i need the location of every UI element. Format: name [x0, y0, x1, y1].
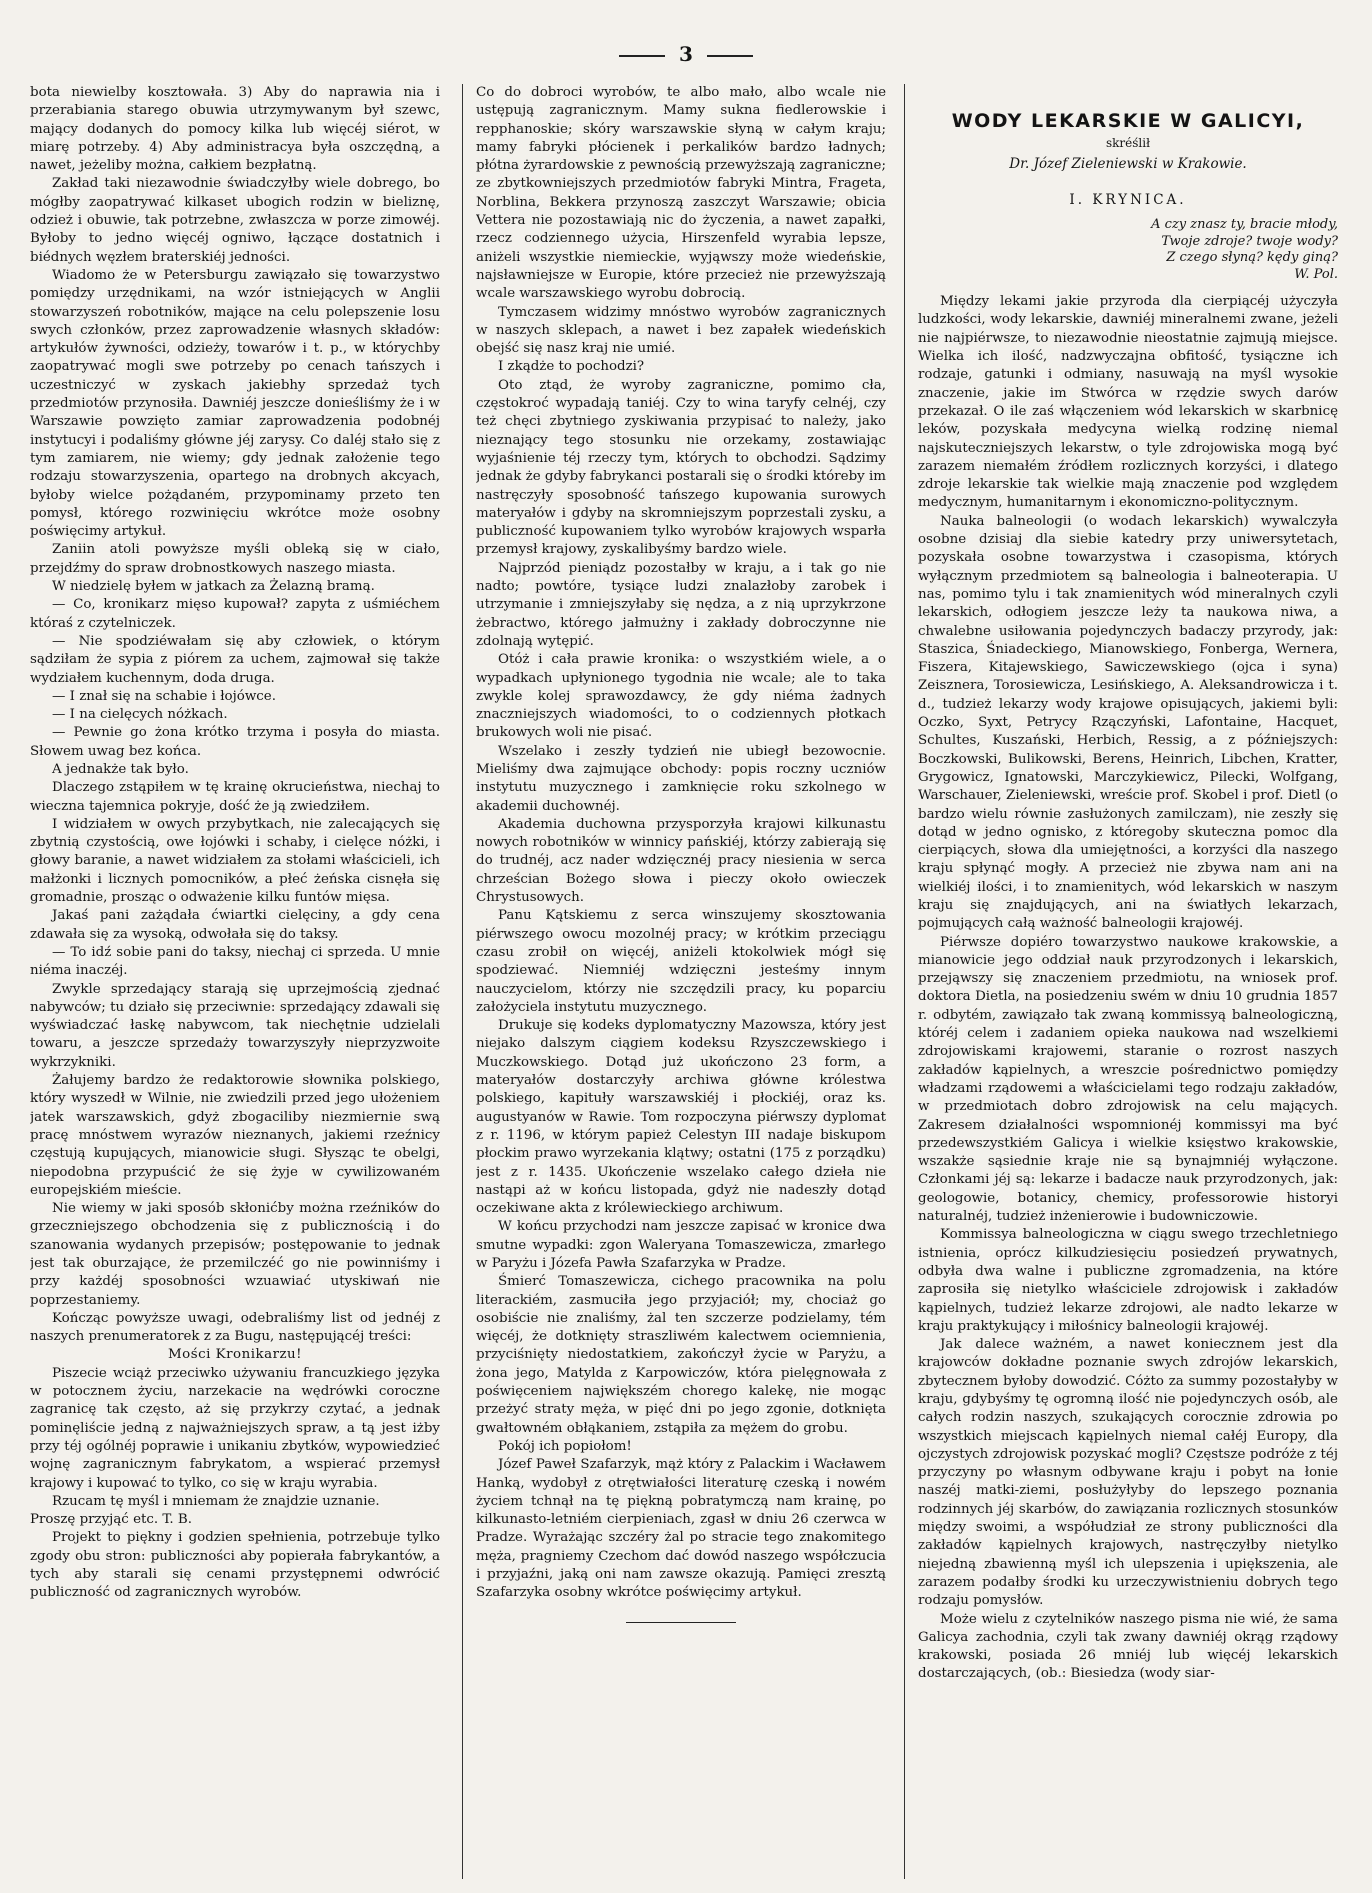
paragraph: — I znał się na schabie i łojówce. — [52, 688, 276, 704]
paragraph: Wszelako i zeszły tydzień nie ubiegł bezowocnie. Mieliśmy dwa zajmujące obchody: popis roczny uczniów instytutu muzycznego i zamknięcie roku szkolnego w akademii duchownéj. — [476, 743, 886, 814]
paragraph: Jak dalece ważném, a nawet koniecznem jest dla krajowców dokładne poznanie swych zdrojów lekarskich, zbytecznem byłoby dowodzić. Cóżto za summy pozostałyby w kraju, gdybyśmy tę ogromną ilość nie pojedynczych osób, ale całych rodzin naszych, szukających corocznie zdrowia po wszystkich miejscach kąpielnych niemal całéj Europy, dla ojczystych zdrojowisk pozyskać mogli? Częstsze podróże z téj przyczyny po własnym odbywane kraju i pobyt na łonie naszéj matki-ziemi, posłużyłyby do lepszego poznania rodzinnych jéj skarbów, do zawiązania rozlicznych stosunków między swoimi, a współudział ze strony publiczności dla zakładów kąpielnych krajowych, nastręczyłby nietylko niejedną zbawienną myśl ich ulepszenia i upiększenia, ale zarazem podałby środki ku urzeczywistnieniu dobrych tego rodzaju pomysłów. — [918, 1337, 1338, 1609]
column-divider-1 — [462, 84, 463, 1879]
paragraph: — To idź sobie pani do taksy, niechaj ci sprzeda. U mnie niéma inaczéj. — [30, 944, 440, 979]
column-chronicle-part-2 — [476, 84, 886, 1879]
paragraph: Oto ztąd, że wyroby zagraniczne, pomimo cła, częstokroć wypadają taniéj. Czy to wina taryfy celnéj, czy też chęci zbytniego zyskiwania przypisać to należy, jako nieznający tego stosunku nie orzekamy, zostawiając wyjaśnienie téj rzeczy tym, których to obchodzi. Sądzimy jednak że gdyby fabrykanci postarali się o środki któreby im nastręczyły sposobność tańszego kupowania surowych materyałów i gdyby na skromniejszym poprzestali zysku, a publiczność kupowaniem tylko wyrobów krajowych wsparła przemysł krajowy, zyskalibyśmy bardzo wiele. — [476, 377, 886, 558]
paragraph: I zkądże to pochodzi? — [498, 359, 645, 375]
paragraph: Między lekami jakie przyroda dla cierpiącéj użyczyła ludzkości, wody lekarskie, dawniéj mineralnemi zwane, jeżeli nie najpiérwsze, to niezawodnie nieostatnie zajmują miejsce. Wielka ich ilość, nadzwyczajna obfitość, tysiączne ich rodzaje, gatunki i odmiany, nasuwają na myśl wysokie znaczenie, jakie im Stwórca w rzędzie swych darów przekazał. O ile zaś włączeniem wód lekarskich w skarbnicę leków, pozyskała medycyna wielką rodzinę niemal najskuteczniejszych lekarstw, o tyle zdrojowiska mogą być zarazem niemałém źródłem rozlicznych korzyści, i dlatego zdroje lekarskie tak wielkie mają znaczenie pod względem medycznym, humanitarnym i ekonomiczno-politycznym. — [918, 294, 1338, 511]
page-number-dash-right — [707, 55, 753, 57]
epigraph-line: A czy znasz ty, bracie młody, — [1151, 217, 1338, 233]
paragraph: Proszę przyjąć etc. T. B. — [30, 1512, 192, 1528]
paragraph: Może wielu z czytelników naszego pisma nie wié, że sama Galicya zachodnia, czyli tak zwany dawniéj okrąg rządowy krakowski, posiada 26 mniéj lub więcéj lekarskich dostarczających, (ob.: Biesiedza (wody siar- — [918, 1611, 1338, 1682]
paragraph: Projekt to piękny i godzien spełnienia, potrzebuje tylko zgody obu stron: publiczności aby popierała fabrykantów, a tych aby starali się cenami przystępnemi odwrócić publiczność od zagranicznych wyrobów. — [30, 1530, 440, 1601]
paragraph: A jednakże tak było. — [52, 761, 189, 777]
column-chronicle-part-1 — [30, 84, 440, 1879]
epigraph-line: Twoje zdroje? twoje wody? — [1161, 233, 1338, 249]
paragraph: Zakład taki niezawodnie świadczyłby wiele dobrego, bo mógłby zaopatrywać kilkaset ubogich rodzin w bieliznę, odzież i obuwie, tak potrzebne, zwłaszcza w porze zimowéj. Byłoby to jedno więcéj ogniwo, łączące dostatnich i biédnych węzłem braterskiéj jedności. — [30, 176, 440, 265]
paragraph: bota niewielby kosztowała. 3) Aby do naprawia nia i przerabiania starego obuwia utrzymywanym był szewc, mający dodanych do pomocy kilka lub więcéj siérot, w miarę potrzeby. 4) Aby administracya była oszczędną, a nawet, jeżeliby można, całkiem bezpłatną. — [30, 85, 440, 174]
article-end-rule — [476, 1611, 886, 1629]
epigraph — [1038, 217, 1338, 283]
paragraph: Nauka balneologii (o wodach lekarskich) wywalczyła osobne dzisiaj dla siebie katedry przy uniwersytetach, pozyskała osobne towarzystwa i czasopisma, których wyłącznym przedmiotem są balneologia i balneoterapia. U nas, pomimo tylu i tak znamienitych wód mineralnych czyli lekarskich, odłogiem jeszcze leży ta naukowa niwa, a chwalebne usiłowania pojedynczych badaczy przyrody, jak: Staszica, Śniadeckiego, Mianowskiego, Fonberga, Wernera, Fiszera, Kitajewskiego, Sawiczewskiego (ojca i syna) Zeisznera, Torosiewicza, Lesińskiego, A. Aleksandrowicza i t. d., tudzież lekarzy wody krajowe opisujących, jakiemi byli: Oczko, Syxt, Petrycy Rzączyński, Lafontaine, Hacquet, Schultes, Kuszański, Herbich, Ressig, a z późniejszych: Boczkowski, Bulikowski, Berens, Heinrich, Libchen, Kratter, Grygowicz, Ignatowski, Marczykiewicz, Pilecki, Wolfgang, Warschauer, Zieleniewski, wreście prof. Skobel i prof. Dietl (o bardzo wielu równie zasłużonych zamilczam), nie zeszły się dotąd w jedno ognisko, z któregoby skuteczna pomoc dla cierpiących, słowa dla umiejętności, a korzyści dla naszego kraju spłynąć mogły. A przecież nie zbywa nam ani na wielkiéj ilości, i to znamienitych, wód lekarskich w naszym kraju się znajdujących, ani na światłych lekarzach, pojmujących całą ważność balneologii krajowéj. — [918, 513, 1338, 932]
paragraph: Akademia duchowna przysporzyła krajowi kilkunastu nowych robotników w winnicy pańskiéj, którzy zabierają się do trudnéj, acz nader wdzięcznéj pracy niesienia w serca chrześcian Bożego słowa i pieczy około owieczek Chrystusowych. — [476, 816, 886, 906]
paragraph: W końcu przychodzi nam jeszcze zapisać w kronice dwa smutne wypadki: zgon Waleryana Tomaszewicza, zmarłego w Paryżu i Józefa Pawła Szafarzyka w Pradze. — [476, 1219, 886, 1271]
column-medicinal-waters — [918, 84, 1338, 1879]
page-number-value: 3 — [679, 42, 693, 66]
paragraph: Kończąc powyższe uwagi, odebraliśmy list od jednéj z naszych prenumeratorek z za Bugu, następującéj treści: — [30, 1310, 440, 1345]
paragraph: Drukuje się kodeks dyplomatyczny Mazowsza, który jest niejako dalszym ciągiem kodeksu Rzyszczewskiego i Muczkowskiego. Dotąd już ukończono 23 form, a materyałów dostarczyły archiwa główne królestwa polskiego, kapituły warszawskiéj i płockiéj, oraz ks. augustyanów w Rawie. Tom rozpoczyna piérwszy dyplomat z r. 1196, w którym papież Celestyn III nadaje biskupom płockim prawo wyrzekania klątwy; ostatni (175 z porządku) jest z r. 1435. Ukończenie wszelako całego dzieła nie nastąpi aż w końcu listopada, gdyż nie nadeszły dotąd oczekiwane akta z królewieckiego archiwum. — [476, 1018, 886, 1217]
section-heading: I. KRYNICA. — [1069, 191, 1187, 208]
epigraph-line: Z czego słyną? kędy giną? — [1166, 250, 1338, 266]
paragraph: — Co, kronikarz mięso kupował? zapyta z uśmiéchem któraś z czytelniczek. — [30, 597, 440, 631]
paragraph: Rzucam tę myśl i mniemam że znajdzie uznanie. — [52, 1493, 380, 1509]
column-2-body — [476, 84, 886, 1603]
paragraph: — Nie spodziéwałam się aby człowiek, o którym sądziłam że sypia z piórem za uchem, zajmował się także wydziałem kuchennym, doda druga. — [30, 633, 440, 686]
paragraph: W niedzielę byłem w jatkach za Żelazną bramą. — [52, 579, 375, 595]
paragraph: Tymczasem widzimy mnóstwo wyrobów zagranicznych w naszych sklepach, a nawet i bez zapałek wiedeńskich obejść się nasz kraj nie umié. — [476, 304, 886, 357]
paragraph: Dlaczego zstąpiłem w tę krainę okrucieństwa, niechaj to wieczna tajemnica pokryje, dość że ją zwiedziłem. — [30, 780, 440, 814]
page-number — [0, 42, 1372, 66]
paragraph: Zaniin atoli powyższe myśli obleką się w ciało, przejdźmy do spraw drobnostkowych naszego miasta. — [30, 542, 440, 576]
paragraph: Żałujemy bardzo że redaktorowie słownika polskiego, który wyszedł w Wilnie, nie zwiedzili przed jego ułożeniem jatek warszawskich, gdyż zbogaciliby niezmiernie swą pracę mnóstwem wyrazów nieznanych, jakiemi rzeźnicy częstują kupujących, mianowicie sługi. Słysząc te obelgi, niepodobna przypuścić że się żyje w cywilizowaném europejskiém mieście. — [30, 1073, 440, 1198]
paragraph: Pokój ich popiołom! — [498, 1438, 632, 1454]
paragraph: — I na cielęcych nóżkach. — [52, 707, 228, 723]
paragraph: I widziałem w owych przybytkach, nie zalecających się zbytnią czystością, owe łojówki i schaby, i cielęce nóżki, i głowy baranie, a nawet widziałem za stołami właścicieli, ich małżonki i licznych pomocników, a płeć żeńska cisnęła się gromadnie, prosząc o odważenie kilku funtów mięsa. — [30, 816, 440, 906]
paragraph: Najprzód pieniądz pozostałby w kraju, a i tak go nie nadto; powtóre, tysiące ludzi znalazłoby zarobek i utrzymanie i zmniejszyłaby się nędza, a z nią uprzykrzone żebractwo, którego jałmużny i zakłady dobroczynne nie zdolnają wytępić. — [476, 560, 886, 649]
paragraph: Nie wiemy w jaki sposób skłonićby można rzeźników do grzeczniejszego obchodzenia się z publicznością i do szanowania wydanych przepisów; postępowanie to jednak jest tak oburzające, że przemilczéć go nie powinniśmy i przy każdéj sposobności wzuawiać utyskiwań nie poprzestaniemy. — [30, 1201, 440, 1308]
paragraph: Piérwsze dopiéro towarzystwo naukowe krakowskie, a mianowicie jego oddział nauk przyrodzonych i lekarskich, przejąwszy się znaczeniem przedmiotu, na wniosek prof. doktora Dietla, na posiedzeniu swém w dniu 10 grudnia 1857 r. odbytém, zawiązało tak zwaną kommissyą balneologiczną, któréj celem i zadaniem opieka naukowa nad wszelkiemi zdrojowiskami krajowemi, staranie o rozrost naszych zakładów kąpielnych, a wreszcie pośrednictwo pomiędzy władzami rządowemi a właścicielami tego rodzaju zakładów, w przedmiotach dobro zdrojowisk na celu mających. Zakresem działalności wspomnionéj kommissyi ma być przedewszystkiém Galicya i wielkie księstwo krakowskie, wszakże sąsiednie kraje nie są bynajmniéj wyłączone. Członkami jéj są: lekarze i badacze nauk przyrodzonych, jak: geologowie, botanicy, chemicy, professorowie historyi naturalnéj, tudzież inżenierowie i budowniczowie. — [918, 934, 1338, 1225]
paragraph: Józef Paweł Szafarzyk, mąż który z Palackim i Wacławem Hanką, wydobył z otrętwiałości literaturę czeską i nowém życiem tchnął na tę piękną pobratymczą nam krainę, po kilkunasto-letniém cierpieniach, zgasł w dniu 26 czerwca w Pradze. Wyrażając szczéry żal po stracie tego znakomitego męża, pragniemy Czechom dać dowód naszego współczucia i przyjaźni, jaką oni nam zawsze okazują. Pamięci zresztą Szafarzyka osobny wkrótce poświęcimy artykuł. — [476, 1457, 886, 1601]
article-title: WODY LEKARSKIE W GALICYI, — [951, 110, 1305, 132]
paragraph: Co do dobroci wyrobów, te albo mało, albo wcale nie ustępują zagranicznym. Mamy sukna fiedlerowskie i repphanoskie; skóry warszawskie słyną w całym kraju; mamy fabryki płócienek i perkalików bardzo ładnych; płótna żyrardowskie z pewnością przewyższają zagraniczne; ze zbytkowniejszych przedmiotów fabryki Mintra, Frageta, Norblina, Bekkera przynoszą zaszczyt Warszawie; obicia Vettera nie pozostawiają nic do życzenia, a nawet zapałki, rzecz codziennego użycia, Hirszenfeld wyrabia lepsze, aniżeli wszystkie niemieckie, wyjąwszy może wiedeńskie, najsławniejsze w Europie, które przecież nie przewyższają wcale warszawskiego wyrobu dobrocią. — [476, 85, 886, 302]
paragraph: Otóż i cała prawie kronika: o wszystkiém wiele, a o wypadkach upłynionego tygodnia nie wcale; ale to taka zwykle kolej sprawozdawcy, że gdy niéma żadnych znaczniejszych wiadomości, to o codziennych płotkach brukowych woli nie pisać. — [476, 652, 886, 741]
column-divider-2 — [904, 84, 905, 1879]
article-author: Dr. Józef Zieleniewski w Krakowie. — [1009, 155, 1247, 172]
paragraph: Wiadomo że w Petersburgu zawiązało się towarzystwo pomiędzy urzędnikami, na wzór istniejących w Anglii stowarzyszeń robotników, mające na celu polepszenie losu swych członków, przez zaprowadzenie własnych składów: artykułów żywności, odzieży, towarów i t. p., w którychby zaopatrywać mogli swe potrzeby po cenach tańszych i uczestniczyć w zyskach jakiebhy sprzedaż tych przedmiotów przynosiła. Dawniéj jeszcze donieśliśmy że i w Warszawie powzięto zamiar zaprowadzenia podobnéj instytucyi i podaliśmy główne jéj zarysy. Co daléj stało się z tym zamiarem, nie wiemy; gdy jednak założenie tego rodzaju stowarzyszenia, opartego na drobnych akcyach, byłoby wielce pożądaném, przypominamy przeto ten pomysł, którego rozwinięciu wkrótce może osobny poświęcimy artykuł. — [30, 267, 440, 540]
paragraph: Mości Kronikarzu! — [167, 1347, 303, 1363]
column-3-body — [918, 293, 1338, 1684]
paragraph: Kommissya balneologiczna w ciągu swego trzechletniego istnienia, oprócz kilkudziesięciu posiedzeń prywatnych, odbyła dwa walne i publiczne zgromadzenia, na które zaprosiła się nietylko właściciele zdrojowisk i zakładów kąpielnych, tudzież lekarze zdrojowi, ale nadto lekarze w kraju praktykujący i miłośnicy balneologii krajowéj. — [918, 1227, 1338, 1334]
paragraph: — Pewnie go żona krótko trzyma i posyła do miasta. Słowem uwag bez końca. — [30, 725, 440, 759]
paragraph: Jakaś pani zażądała ćwiartki cielęciny, a gdy cena zdawała się za wysoką, odwołała się do taksy. — [30, 908, 440, 942]
paragraph: Śmierć Tomaszewicza, cichego pracownika na polu literackiém, zasmuciła jego przyjaciół; my, chociaż go osobiście nie znaliśmy, żal ten szczerze podzielamy, tém więcéj, że dotknięty straszliwém kalectwem ociemnienia, przyciśnięty niedostatkiem, zakończył życie w Paryżu, a żona jego, Matylda z Karpowiczów, która pielęgnowała z poświęceniem największém chorego kalekę, nie mogąc przeżyć straty męża, w pięć dni po jego zgonie, dotknięta gwałtowném obłąkaniem, zstąpiła za mężem do grobu. — [476, 1274, 886, 1436]
paragraph: Zwykle sprzedający starają się uprzejmością zjednać nabywców; tu działo się przeciwnie: sprzedający zdawali się wyświadczać łaskę nabywcom, tak niechętnie udzielali towaru, a jeszcze sprzedaży towarzyszyły nieprzyzwoite wykrzykniki. — [30, 981, 440, 1070]
paragraph: Piszecie wciąż przeciwko używaniu francuzkiego języka w potocznem życiu, narzekacie na wędrówki coroczne zagranicę tak często, aż się przykrzy czytać, a jednak pominęliście jedną z najważniejszych spraw, a tą jest iżby przy téj ogólnéj poprawie i unikaniu zbytków, wypowiedzieć wojnę zagranicznym fabrykatom, a wspierać przemysł krajowy i kupować to tylko, co się w kraju wyrabia. — [30, 1365, 440, 1491]
paragraph: Panu Kątskiemu z serca winszujemy skosztowania piérwszego owocu mozolnéj pracy; w krótkim przeciągu czasu zrobił on więcéj, aniżeli ktokolwiek mógł się spodziewać. Niemniéj wdzięczni jesteśmy innym nauczycielom, którzy nie szczędzili pracy, ku poparciu założyciela instytutu muzycznego. — [476, 908, 886, 1015]
epigraph-author: W. Pol. — [1294, 266, 1338, 282]
page-number-dash-left — [619, 55, 665, 57]
article-byline-label: skréślił — [1106, 136, 1150, 151]
